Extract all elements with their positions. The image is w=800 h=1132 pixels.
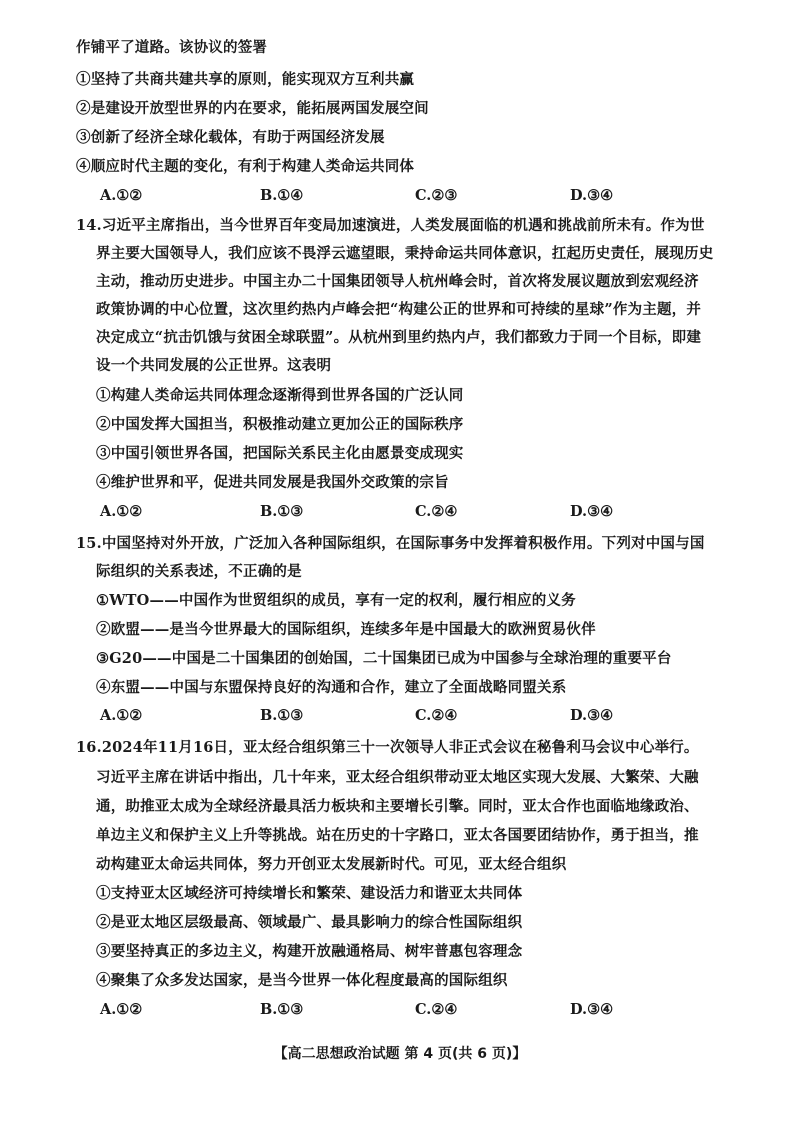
q13-options — [100, 187, 720, 207]
q15-option-d[interactable]: D.③④ — [570, 707, 614, 724]
q14-stem-line-1: 14.习近平主席指出，当今世界百年变局加速演进，人类发展面临的机遇和挑战前所未有。作为世 — [76, 217, 705, 234]
q16-item-1: ①支持亚太区域经济可持续增长和繁荣、建设活力和谐亚太共同体 — [96, 885, 523, 902]
q15-item-3: ③G20——中国是二十国集团的创始国，二十国集团已成为中国参与全球治理的重要平台 — [96, 650, 672, 667]
q14-item-2: ②中国发挥大国担当，积极推动建立更加公正的国际秩序 — [96, 416, 464, 433]
q14-option-b[interactable]: B.①③ — [260, 503, 304, 520]
q13-item-4: ④顺应时代主题的变化，有利于构建人类命运共同体 — [76, 158, 415, 175]
q13-item-1: ①坚持了共商共建共享的原则，能实现双方互利共赢 — [76, 71, 415, 88]
q14-stem-line-2: 界主要大国领导人，我们应该不畏浮云遮望眼，秉持命运共同体意识，扛起历史责任，展现历史 — [96, 245, 714, 262]
q14-stem-line-5: 决定成立“抗击饥饿与贫困全球联盟”。从杭州到里约热内卢，我们都致力于同一个目标，即建 — [96, 329, 702, 346]
q16-stem-line-1: 16.2024年11月16日，亚太经合组织第三十一次领导人非正式会议在秘鲁利马会议中心举行。 — [76, 739, 699, 756]
q15-options — [100, 707, 720, 727]
q14-options — [100, 503, 720, 523]
q14-option-d[interactable]: D.③④ — [570, 503, 614, 520]
q14-item-4: ④维护世界和平，促进共同发展是我国外交政策的宗旨 — [96, 474, 449, 491]
q13-stem-tail: 作铺平了道路。该协议的签署 — [76, 39, 268, 56]
q15-option-c[interactable]: C.②④ — [415, 707, 458, 724]
q13-item-2: ②是建设开放型世界的内在要求，能拓展两国发展空间 — [76, 100, 429, 117]
q14-stem-line-6: 设一个共同发展的公正世界。这表明 — [96, 357, 332, 374]
q14-item-3: ③中国引领世界各国，把国际关系民主化由愿景变成现实 — [96, 445, 464, 462]
q14-stem-line-3: 主动，推动历史进步。中国主办二十国集团领导人杭州峰会时，首次将发展议题放到宏观经济 — [96, 273, 699, 290]
q16-option-d[interactable]: D.③④ — [570, 1001, 614, 1018]
q13-option-a[interactable]: A.①② — [100, 187, 143, 204]
q13-option-b[interactable]: B.①④ — [260, 187, 304, 204]
q15-item-4: ④东盟——中国与东盟保持良好的沟通和合作，建立了全面战略同盟关系 — [96, 679, 567, 696]
q16-item-3: ③要坚持真正的多边主义，构建开放融通格局、树牢普惠包容理念 — [96, 943, 523, 960]
q16-stem-line-2: 习近平主席在讲话中指出，几十年来，亚太经合组织带动亚太地区实现大发展、大繁荣、大融 — [96, 769, 699, 786]
q14-option-a[interactable]: A.①② — [100, 503, 143, 520]
q16-option-c[interactable]: C.②④ — [415, 1001, 458, 1018]
q14-item-1: ①构建人类命运共同体理念逐渐得到世界各国的广泛认同 — [96, 387, 464, 404]
q16-option-a[interactable]: A.①② — [100, 1001, 143, 1018]
q16-stem-line-3: 通，助推亚太成为全球经济最具活力板块和主要增长引擎。同时，亚太合作也面临地缘政治、 — [96, 798, 699, 815]
q13-option-d[interactable]: D.③④ — [570, 187, 614, 204]
q15-item-1: ①WTO——中国作为世贸组织的成员，享有一定的权利，履行相应的义务 — [96, 592, 576, 609]
q16-option-b[interactable]: B.①③ — [260, 1001, 304, 1018]
q15-option-b[interactable]: B.①③ — [260, 707, 304, 724]
q16-item-2: ②是亚太地区层级最高、领域最广、最具影响力的综合性国际组织 — [96, 914, 523, 931]
q13-option-c[interactable]: C.②③ — [415, 187, 458, 204]
q15-stem-line-1: 15.中国坚持对外开放，广泛加入各种国际组织，在国际事务中发挥着积极作用。下列对中国与国 — [76, 535, 705, 552]
page-footer: 【高二思想政治试题 第 4 页(共 6 页)】 — [273, 1046, 527, 1062]
q15-item-2: ②欧盟——是当今世界最大的国际组织，连续多年是中国最大的欧洲贸易伙伴 — [96, 621, 596, 638]
q16-stem-line-4: 单边主义和保护主义上升等挑战。站在历史的十字路口，亚太各国要团结协作，勇于担当，推 — [96, 827, 699, 844]
q15-option-a[interactable]: A.①② — [100, 707, 143, 724]
q14-option-c[interactable]: C.②④ — [415, 503, 458, 520]
q14-stem-line-4: 政策协调的中心位置，这次里约热内卢峰会把“构建公正的世界和可持续的星球”作为主题，并 — [96, 301, 702, 318]
q13-item-3: ③创新了经济全球化载体，有助于两国经济发展 — [76, 129, 385, 146]
q16-stem-line-5: 动构建亚太命运共同体，努力开创亚太发展新时代。可见，亚太经合组织 — [96, 856, 567, 873]
q15-stem-line-2: 际组织的关系表述，不正确的是 — [96, 563, 302, 580]
q16-options — [100, 1001, 720, 1021]
q16-item-4: ④聚集了众多发达国家，是当今世界一体化程度最高的国际组织 — [96, 972, 508, 989]
